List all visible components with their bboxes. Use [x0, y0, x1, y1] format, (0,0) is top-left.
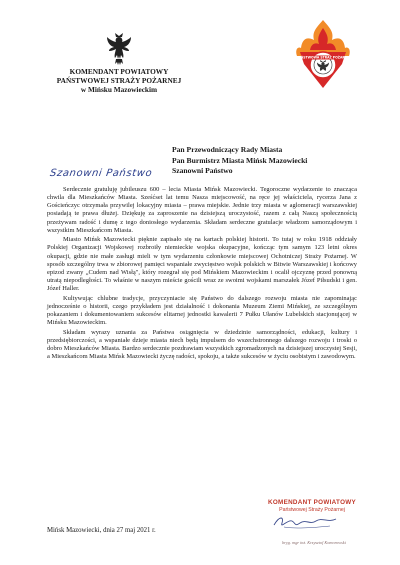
- organization-header: [48, 68, 190, 94]
- fire-service-emblem-icon: [292, 18, 354, 90]
- org-line-2: PAŃSTWOWEJ STRAŻY POŻARNEJ: [56, 75, 182, 85]
- addressee-block: [172, 145, 307, 177]
- signatory-name: bryg. mgr inż. Krzysztof Komorowski: [282, 540, 346, 545]
- signature-icon: [270, 511, 340, 533]
- body-paragraph-2: Miasto Mińsk Mazowiecki pięknie zapisało się na kartach polskiej historii. To tutaj w roku 1918 oddziały Polskiej Organizacji Wojskowej rozbroiły niemieckie wojska okupacyjne, kończąc tym samym 123 letni okres okupacji, gdzie nie małe zasługi mieli w tym wydarzeniu członkowie miejscowej Ochotniczej Straży Pożarnej. W sposób szczególny trwa w zbiorowej pamięci wspaniałe zwycięstwo wojsk polskich w Bitwie Warszawskiej i końcowy epizod zwany „Cudem nad Wisłą", który rozegrał się pod Mińskiem Mazowieckim i ocalił ojczyznę przed ponowną utratą niepodległości. To właśnie w naszym mieście gościli wraz ze swoimi wojskami marszałek Józef Piłsudski i gen. Józef Haller.: [47, 236, 357, 293]
- handwritten-greeting: Szanowni Państwo: [49, 168, 153, 179]
- org-line-1: KOMENDANT POWIATOWY: [69, 67, 169, 76]
- emblem-text: PAŃSTWOWA STRAŻ POŻARNA: [296, 55, 350, 60]
- body-paragraph-1: Serdecznie gratuluję jubileuszu 600 – lecia Miasta Mińsk Mazowiecki. Tegoroczne wydarzenie to znacząca chwila dla Mieszkańców Miasta. Sześćset lat temu Nasza miejscowość, na ręce jej właściciela, rycerza Jana z Gościeńczyc otrzymała przywilej lokacyjny miasta – prawa miejskie. Jednie trzy miasta w aglomeracji warszawskiej posiadają te prawa dłużej. Dziękuję za zaproszenie na dzisiejszą uroczystość, razem z całą Naszą społecznością przeżywam radość i dumę z tego doniosłego wydarzenia. Składam serdeczne gratulacje władzom samorządowym i wszystkim Mieszkańcom Miasta.: [47, 186, 357, 234]
- org-line-3: w Mińsku Mazowieckim: [80, 84, 158, 94]
- body-paragraph-4: Składam wyrazy uznania za Państwa osiągnięcia w dziedzinie samorządności, edukacji, kultury i przedsiębiorczości, a wspaniałe dzieje miasta niech będą impulsem do wszechstronnego dalszego rozwoju i troski o dobro Mieszkańców Miasta. Bardzo serdecznie pozdrawiam wszystkich zgromadzonych na dzisiejszej uroczystej Sesji, a Mieszkańcom Miasta Mińsk Mazowiecki życzę radości, spokoju, a także sukcesów w życiu osobistym i zawodowym.: [47, 328, 357, 361]
- body-paragraph-3: Kultywując chlubne tradycje, przyczyniacie się Państwo do dalszego rozwoju miasta nie zapominając jednocześnie o historii, czego przykładem jest działalność i dokonania Muzeum Ziemi Mińskiej, ze szczególnym pokazaniem i dokumentowaniem sukcesów elitarnej jednostki kawalerii 7 Pułku Ułanów Lubelskich stacjonującej w Mińsku Mazowieckim.: [47, 294, 357, 327]
- stamp-title: KOMENDANT POWIATOWY: [267, 499, 357, 506]
- addressee-line-1: Pan Przewodniczący Rady Miasta: [172, 145, 283, 154]
- addressee-line-3: Szanowni Państwo: [172, 166, 233, 176]
- place-date: Mińsk Mazowiecki, dnia 27 maj 2021 r.: [47, 527, 156, 534]
- addressee-line-2: Pan Burmistrz Miasta Mińsk Mazowiecki: [172, 155, 308, 165]
- stamp-subtitle: Państwowej Straży Pożarnej: [279, 507, 345, 513]
- letter-body: [47, 186, 357, 363]
- polish-eagle-icon: [106, 31, 132, 67]
